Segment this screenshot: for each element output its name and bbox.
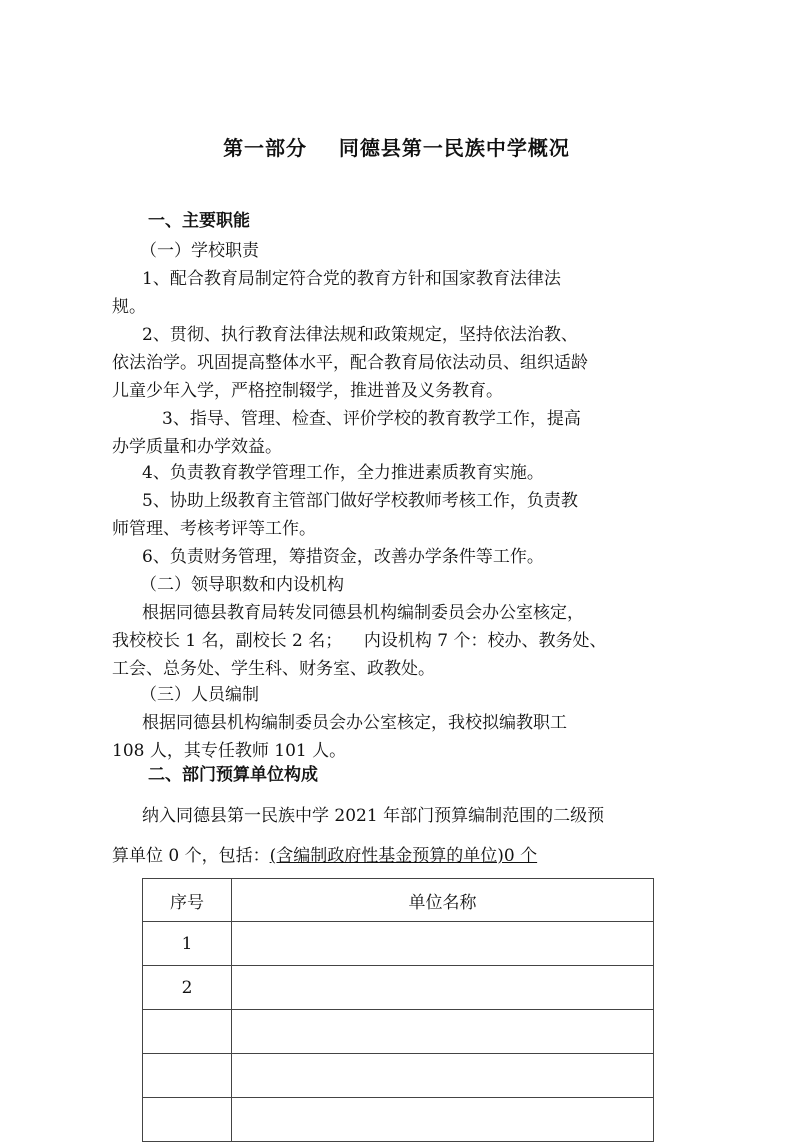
table-row xyxy=(143,922,654,966)
intro-line-2-underlined: (含编制政府性基金预算的单位)0 个 xyxy=(269,846,538,866)
row-unit-name xyxy=(232,1054,654,1098)
duty-item-4-line-1: 4、负责教育教学管理工作，全力推进素质教育实施。 xyxy=(142,463,544,483)
sub2-line-2: 我校校长 1 名，副校长 2 名； 内设机构 7 个：校办、教务处、 xyxy=(112,631,607,651)
section2-intro xyxy=(112,796,692,876)
sub3-heading: （三）人员编制 xyxy=(140,685,259,705)
duty-item-3-line-2: 办学质量和办学效益。 xyxy=(112,437,282,457)
row-index xyxy=(143,1010,232,1054)
duty-item-2-line-2: 依法治学。巩固提高整体水平，配合教育局依法动员、组织适龄 xyxy=(112,353,588,373)
header-unit-name: 单位名称 xyxy=(232,879,654,922)
sub1-heading: （一）学校职责 xyxy=(140,241,259,261)
sub3-line-2: 108 人，其专任教师 101 人。 xyxy=(112,741,347,761)
sub2-line-1: 根据同德县教育局转发同德县机构编制委员会办公室核定， xyxy=(142,603,584,623)
table-row xyxy=(143,966,654,1010)
header-index: 序号 xyxy=(143,879,232,922)
row-index: 2 xyxy=(143,966,232,1010)
page-title: 第一部分 同德县第一民族中学概况 xyxy=(223,136,570,160)
duty-item-5-line-2: 师管理、考核考评等工作。 xyxy=(112,519,316,539)
row-unit-name xyxy=(232,1010,654,1054)
duty-item-5-line-1: 5、协助上级教育主管部门做好学校教师考核工作，负责教 xyxy=(142,491,578,511)
section1-heading: 一、主要职能 xyxy=(148,211,250,231)
row-index xyxy=(143,1098,232,1142)
duty-item-1-line-1: 1、配合教育局制定符合党的教育方针和国家教育法律法 xyxy=(142,269,561,289)
section2-heading: 二、部门预算单位构成 xyxy=(148,765,318,785)
table-row xyxy=(143,1098,654,1142)
row-unit-name xyxy=(232,1098,654,1142)
duty-item-2-line-3: 儿童少年入学，严格控制辍学，推进普及义务教育。 xyxy=(112,381,503,401)
table-header-row xyxy=(143,879,654,922)
duty-item-2-line-1: 2、贯彻、执行教育法律法规和政策规定，坚持依法治教、 xyxy=(142,325,578,345)
duty-item-1-line-2: 规。 xyxy=(112,297,146,317)
budget-units-table xyxy=(142,878,654,1142)
row-unit-name xyxy=(232,922,654,966)
intro-line-1: 纳入同德县第一民族中学 2021 年部门预算编制范围的二级预 xyxy=(142,806,605,826)
intro-line-2 xyxy=(112,836,692,876)
duty-item-6-line-1: 6、负责财务管理，筹措资金，改善办学条件等工作。 xyxy=(142,547,544,567)
table-row xyxy=(143,1054,654,1098)
sub2-line-3: 工会、总务处、学生科、财务室、政教处。 xyxy=(112,659,435,679)
table-row xyxy=(143,1010,654,1054)
intro-line-2-prefix: 算单位 0 个，包括： xyxy=(112,846,270,866)
row-unit-name xyxy=(232,966,654,1010)
row-index: 1 xyxy=(143,922,232,966)
row-index xyxy=(143,1054,232,1098)
sub3-line-1: 根据同德县机构编制委员会办公室核定，我校拟编教职工 xyxy=(142,713,567,733)
duty-item-3-line-1: 3、指导、管理、检查、评价学校的教育教学工作，提高 xyxy=(162,409,581,429)
sub2-heading: （二）领导职数和内设机构 xyxy=(140,575,344,595)
